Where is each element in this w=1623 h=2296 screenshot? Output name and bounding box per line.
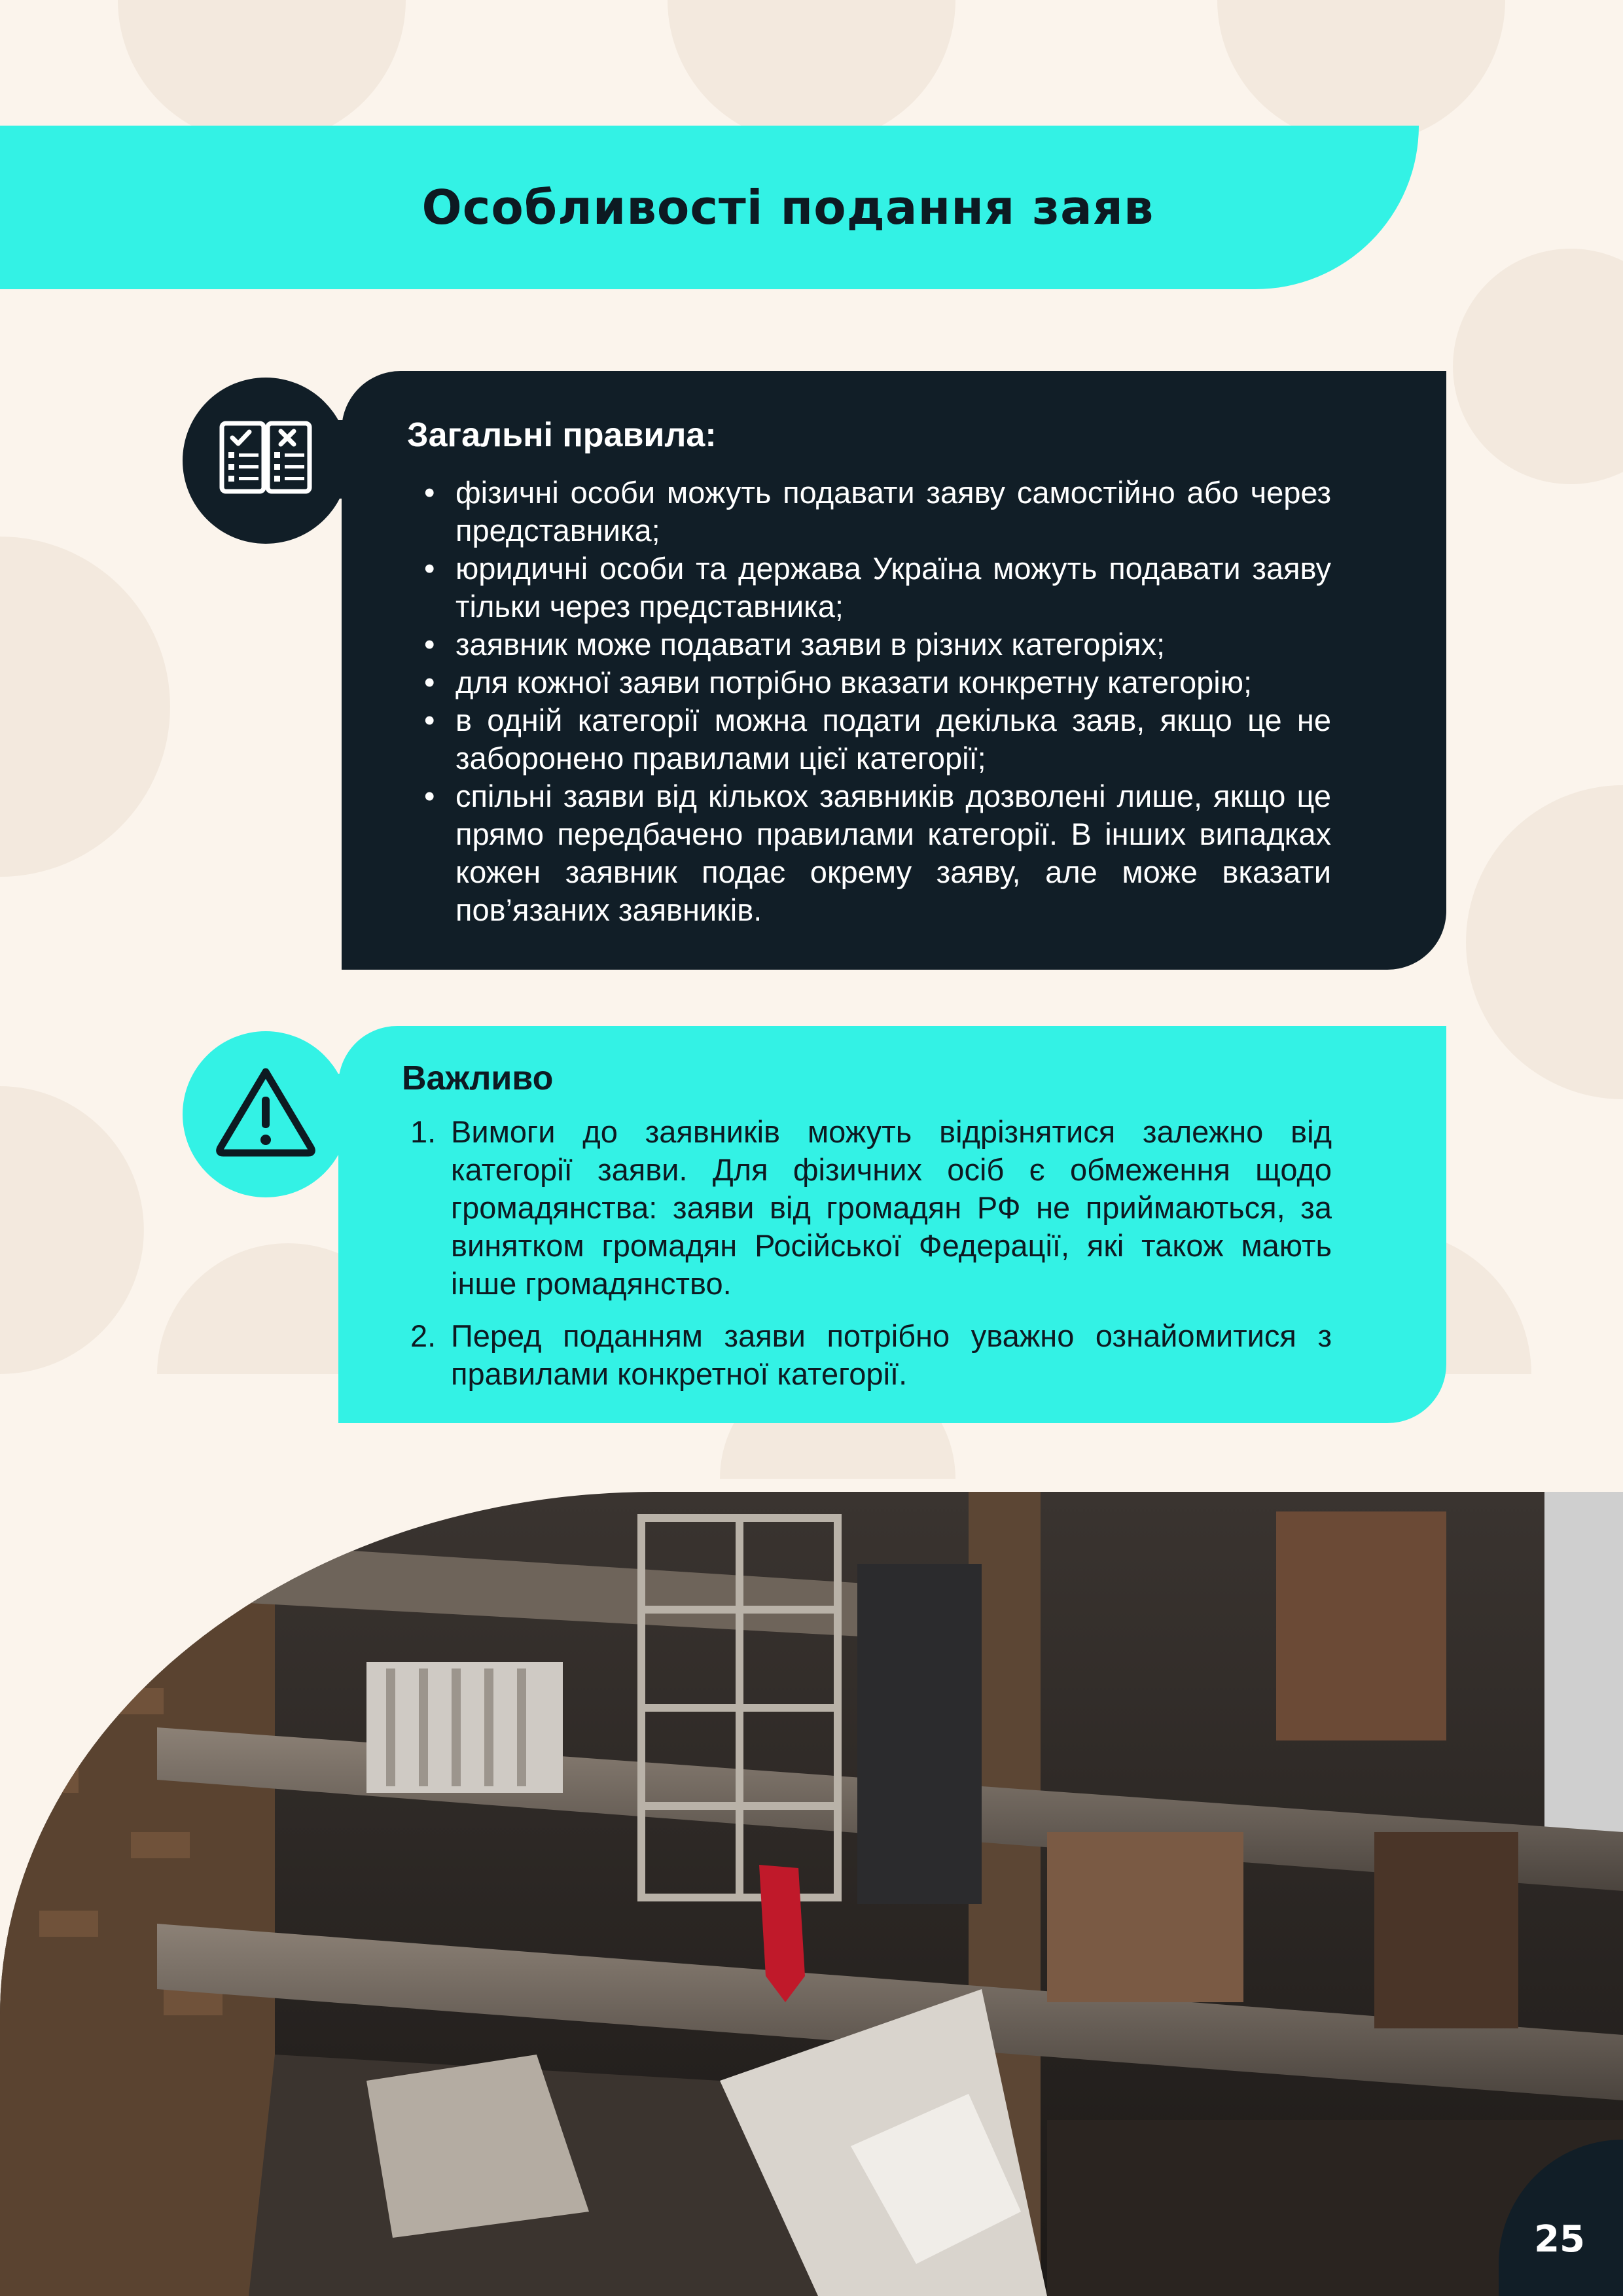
destroyed-building-photo	[0, 1492, 1623, 2296]
item-text: Перед поданням заяви потрібно уважно ознайомитися з правилами конкретної категорії.	[451, 1318, 1332, 1391]
list-item: • в одній категорії можна подати декілька заяв, якщо це не заборонено правилами цієї категорії;	[455, 701, 1331, 777]
title-banner	[0, 126, 1419, 289]
important-list	[410, 1113, 1332, 1407]
page-title: Особливості подання заяв	[421, 180, 1154, 235]
warning-icon-badge	[183, 1031, 349, 1197]
important-heading: Важливо	[402, 1059, 554, 1097]
general-rules-list	[455, 474, 1331, 929]
general-rules-card	[342, 371, 1446, 970]
list-item: • заявник може подавати заяви в різних категоріях;	[455, 626, 1331, 663]
list-item: • фізичні особи можуть подавати заяву самостійно або через представника;	[455, 474, 1331, 550]
item-number: 1.	[410, 1114, 437, 1149]
item-text: Вимоги до заявників можуть відрізнятися залежно від категорії заяви. Для фізичних осіб є обмеження щодо громадянства: заяви від громадян РФ не приймаються, за винятком громадян Російської Федерації, які також мають інше громадянство.	[451, 1114, 1332, 1301]
photo-illustration	[0, 1492, 1623, 2296]
list-item: • юридичні особи та держава Україна можуть подавати заяву тільки через представника;	[455, 550, 1331, 626]
general-rules-heading: Загальні правила:	[407, 416, 717, 454]
important-card	[338, 1026, 1446, 1423]
checklist-icon	[183, 378, 349, 544]
list-item: • для кожної заяви потрібно вказати конкретну категорію;	[455, 663, 1331, 701]
item-number: 2.	[410, 1318, 437, 1353]
list-item	[410, 1113, 1332, 1303]
checklist-icon-badge	[183, 378, 349, 544]
list-item	[410, 1317, 1332, 1393]
warning-icon	[183, 1031, 349, 1197]
list-item: • спільні заяви від кількох заявників дозволені лише, якщо це прямо передбачено правилами категорії. В інших випадках кожен заявник подає окрему заяву, але може вказати пов’язаних заявників.	[455, 777, 1331, 929]
page-number: 25	[1534, 2218, 1585, 2261]
